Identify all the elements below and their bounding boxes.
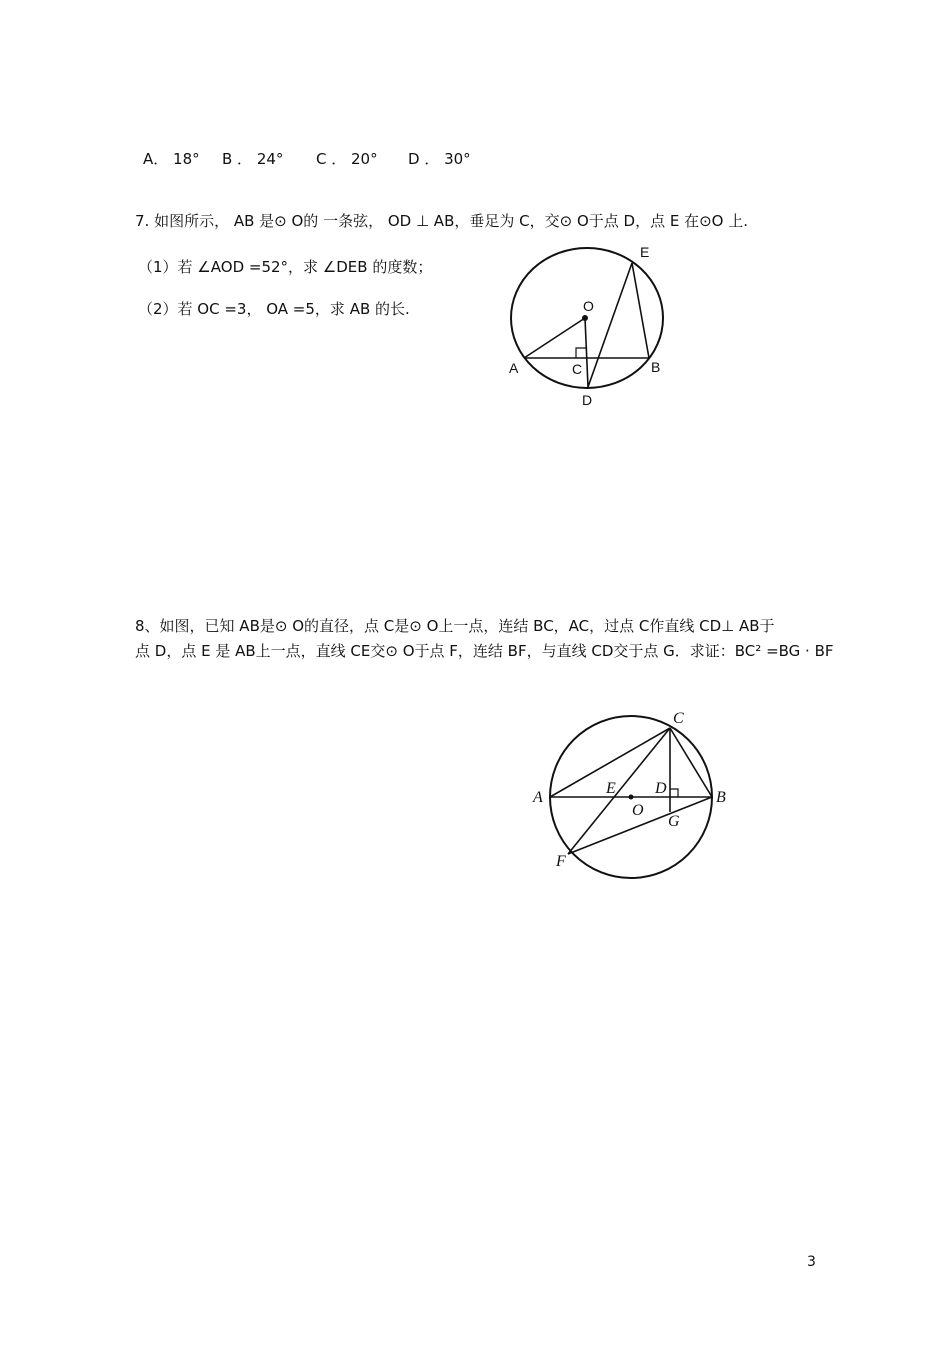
q6-option-a: A． 18° [143, 150, 200, 168]
q8-label-a: A [533, 789, 543, 806]
q8-label-c: C [673, 710, 684, 727]
q8-label-f: F [556, 853, 566, 870]
q8-label-g: G [668, 813, 680, 830]
q8-label-o: O [632, 802, 644, 819]
q7-part1: （1）若 ∠AOD =52°，求 ∠DEB 的度数； [138, 258, 433, 276]
q8-label-d: D [655, 780, 667, 797]
q6-option-b: B ． 24° [222, 150, 284, 168]
q8-line1: 8、如图，已知 AB是⊙ O的直径，点 C是⊙ O上一点，连结 BC，AC，过点 C作直线 CD⊥ AB于 [135, 617, 775, 635]
q7-label-b: B [651, 359, 661, 375]
q6-option-c: C ． 20° [316, 150, 378, 168]
q7-label-e: E [640, 244, 650, 260]
q7-label-c: C [572, 361, 583, 377]
q8-center-dot [629, 795, 634, 800]
q8-line2: 点 D，点 E 是 AB上一点，直线 CE交⊙ O于点 F，连结 BF，与直线 CD交于点 G．求证：BC² =BG · BF [135, 642, 834, 660]
q7-label-a: A [509, 360, 519, 376]
q7-stem: 7. 如图所示， AB 是⊙ O的 一条弦， OD ⊥ AB，垂足为 C，交⊙ O于点 D，点 E 在⊙O 上. [135, 212, 748, 230]
q8-segment-bc [670, 728, 712, 797]
q8-label-b: B [716, 789, 726, 806]
q7-label-d: D [582, 392, 593, 408]
q7-label-o: O [583, 298, 594, 314]
q8-label-e: E [606, 780, 616, 797]
q7-part2: （2）若 OC =3， OA =5，求 AB 的长. [138, 300, 410, 318]
q6-option-d: D ． 30° [408, 150, 471, 168]
q8-right-angle-mark [670, 789, 678, 797]
page-number: 3 [807, 1254, 816, 1270]
